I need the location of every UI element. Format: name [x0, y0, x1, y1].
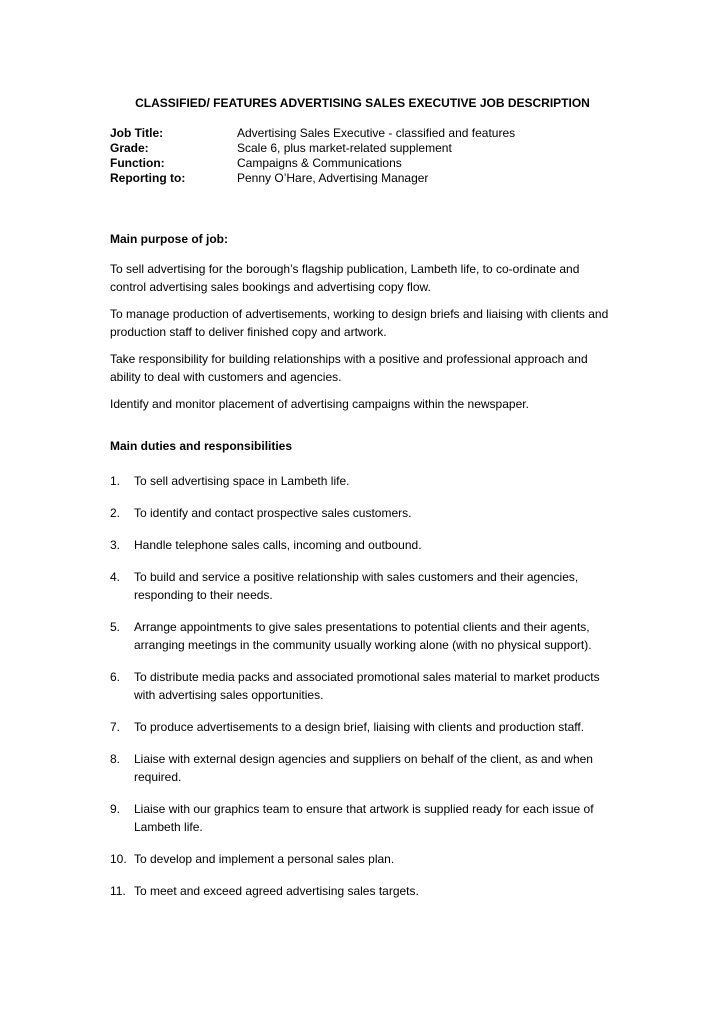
- list-item-number: 4.: [110, 570, 121, 584]
- list-item-text: To build and service a positive relationship with sales customers and their agencies, responding to their needs.: [134, 570, 579, 602]
- list-item-number: 6.: [110, 670, 121, 684]
- list-item: [110, 668, 615, 704]
- list-item-text: To identify and contact prospective sales customers.: [134, 506, 412, 520]
- meta-label: Reporting to:: [110, 171, 186, 185]
- list-item-text: Arrange appointments to give sales presentations to potential clients and their agents, arranging meetings in the community usually working alone (with no physical support).: [134, 620, 592, 652]
- meta-row: [110, 156, 615, 171]
- list-item-number: 2.: [110, 506, 121, 520]
- meta-label: Job Title:: [110, 126, 164, 140]
- paragraph: Identify and monitor placement of advertising campaigns within the newspaper.: [110, 397, 529, 411]
- list-item: [110, 472, 615, 490]
- meta-value: Campaigns & Communications: [237, 156, 402, 170]
- list-item-text: To meet and exceed agreed advertising sales targets.: [134, 884, 419, 898]
- list-item-number: 5.: [110, 620, 121, 634]
- list-item: [110, 536, 615, 554]
- list-item-number: 3.: [110, 538, 121, 552]
- list-item: [110, 850, 615, 868]
- list-item: [110, 618, 615, 654]
- list-item-text: Handle telephone sales calls, incoming and outbound.: [134, 538, 422, 552]
- list-item-text: To develop and implement a personal sales plan.: [134, 852, 395, 866]
- list-item-text: Liaise with external design agencies and suppliers on behalf of the client, as and when required.: [134, 752, 593, 784]
- list-item-text: To produce advertisements to a design brief, liaising with clients and production staff.: [134, 720, 585, 734]
- purpose-heading: Main purpose of job:: [110, 232, 228, 246]
- paragraph: To manage production of advertisements, working to design briefs and liaising with clients and production staff to deliver finished copy and artwork.: [110, 307, 609, 339]
- job-meta-list: [110, 126, 615, 186]
- list-item-text: Liaise with our graphics team to ensure that artwork is supplied ready for each issue of Lambeth life.: [134, 802, 594, 834]
- list-item-text: To sell advertising space in Lambeth life.: [134, 474, 350, 488]
- list-item: [110, 718, 615, 736]
- duties-heading: Main duties and responsibilities: [110, 439, 293, 453]
- list-item-number: 11.: [110, 884, 126, 898]
- meta-row: [110, 171, 615, 186]
- meta-row: [110, 141, 615, 156]
- meta-row: [110, 126, 615, 141]
- document-title: CLASSIFIED/ FEATURES ADVERTISING SALES EXECUTIVE JOB DESCRIPTION: [135, 96, 590, 110]
- duties-list: [110, 472, 615, 900]
- list-item-number: 10.: [110, 852, 127, 866]
- list-item: [110, 568, 615, 604]
- list-item-text: To distribute media packs and associated promotional sales material to market products with advertising sales opportunities.: [134, 670, 600, 702]
- list-item-number: 7.: [110, 720, 121, 734]
- list-item: [110, 800, 615, 836]
- meta-value: Scale 6, plus market-related supplement: [237, 141, 452, 155]
- paragraph: To sell advertising for the borough’s flagship publication, Lambeth life, to co-ordinate and control advertising sales bookings and advertising copy flow.: [110, 262, 580, 294]
- meta-value: Penny O’Hare, Advertising Manager: [237, 171, 429, 185]
- list-item: [110, 504, 615, 522]
- paragraph: Take responsibility for building relationships with a positive and professional approach and ability to deal with customers and agencies.: [110, 352, 588, 384]
- meta-label: Function:: [110, 156, 165, 170]
- meta-label: Grade:: [110, 141, 149, 155]
- list-item: [110, 750, 615, 786]
- list-item-number: 8.: [110, 752, 121, 766]
- purpose-paragraphs: [110, 260, 615, 413]
- list-item-number: 1.: [110, 474, 121, 488]
- list-item: [110, 882, 615, 900]
- meta-value: Advertising Sales Executive - classified and features: [237, 126, 516, 140]
- list-item-number: 9.: [110, 802, 121, 816]
